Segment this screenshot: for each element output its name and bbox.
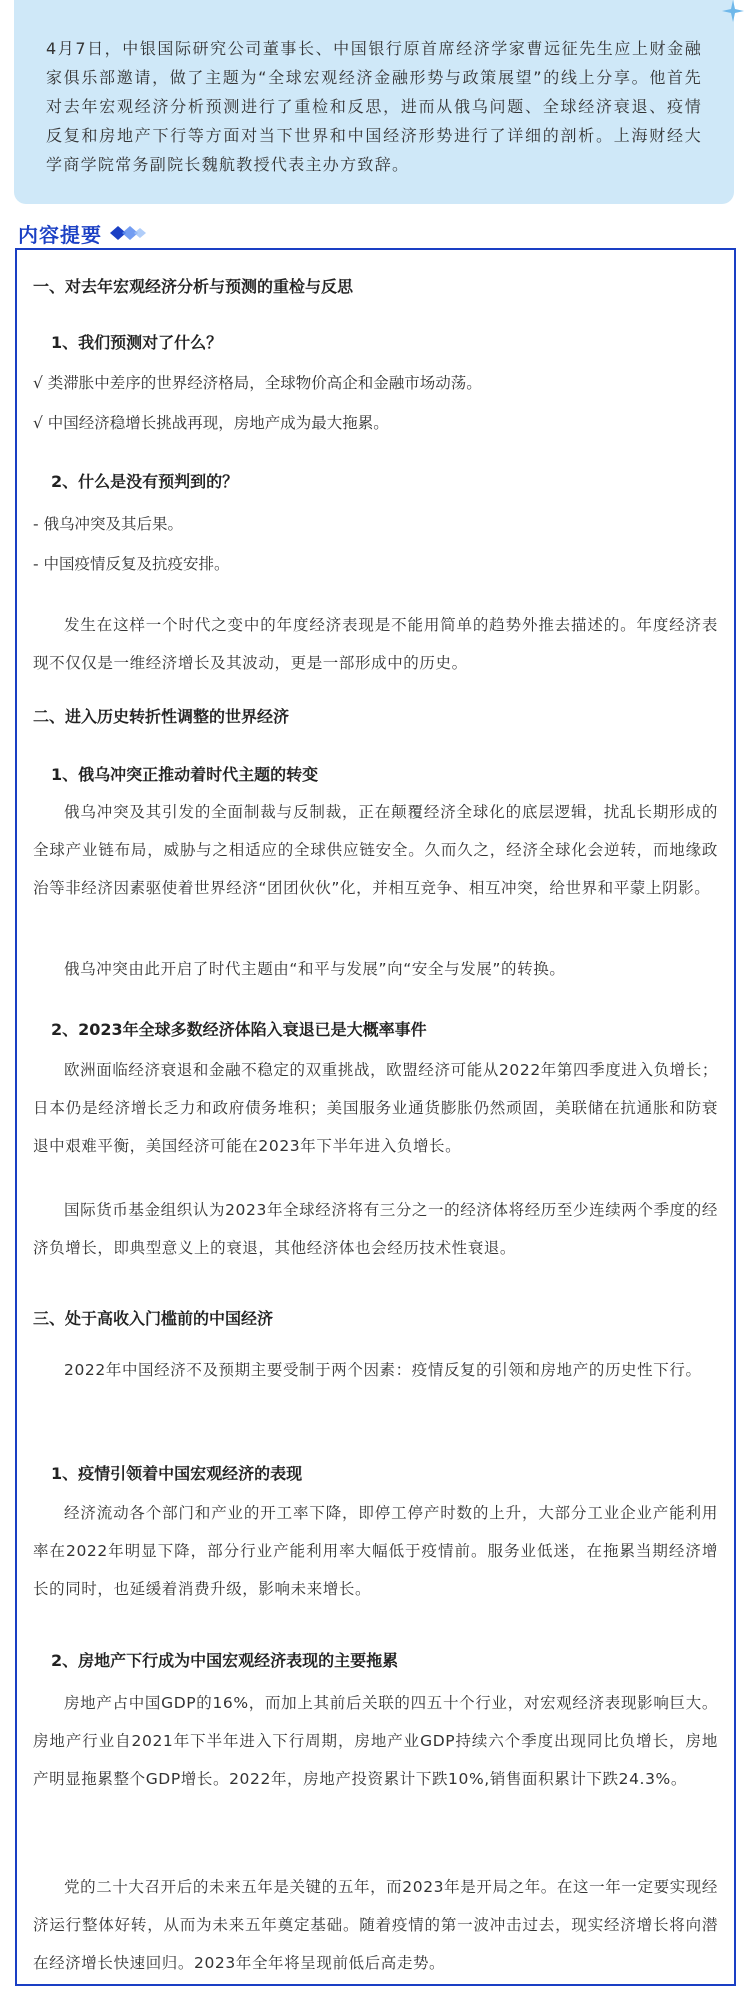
paragraph: 房地产占中国GDP的16%，而加上其前后关联的四五十个行业，对宏观经济表现影响巨大。房地产行业自2021年下半年进入下行周期，房地产业GDP持续六个季度出现同比负增长，房地产明显拖累整个GDP增长。2022年，房地产投资累计下跌10%,销售面积累计下跌24.3%。	[33, 1694, 718, 1788]
list-item: √ 类滞胀中差序的世界经济格局，全球物价高企和金融市场动荡。	[33, 374, 482, 392]
intro-panel	[14, 0, 734, 204]
subheading-2-2: 2、2023年全球多数经济体陷入衰退已是大概率事件	[51, 1020, 427, 1039]
list-item: - 俄乌冲突及其后果。	[33, 515, 184, 533]
subheading-3-2: 2、房地产下行成为中国宏观经济表现的主要拖累	[51, 1651, 399, 1670]
list-item: - 中国疫情反复及抗疫安排。	[33, 555, 230, 573]
subheading-2-1: 1、俄乌冲突正推动着时代主题的转变	[51, 765, 319, 784]
paragraph: 2022年中国经济不及预期主要受制于两个因素：疫情反复的引领和房地产的历史性下行。	[64, 1361, 702, 1379]
heading-3: 三、处于高收入门槛前的中国经济	[33, 1309, 274, 1328]
content-box	[15, 248, 736, 1986]
list-item: √ 中国经济稳增长挑战再现，房地产成为最大拖累。	[33, 414, 389, 432]
paragraph: 国际货币基金组织认为2023年全球经济将有三分之一的经济体将经历至少连续两个季度的经济负增长，即典型意义上的衰退，其他经济体也会经历技术性衰退。	[33, 1201, 718, 1257]
star-icon	[722, 0, 744, 22]
paragraph: 俄乌冲突及其引发的全面制裁与反制裁，正在颠覆经济全球化的底层逻辑，扰乱长期形成的全球产业链布局，威胁与之相适应的全球供应链安全。久而久之，经济全球化会逆转，而地缘政治等非经济因素驱使着世界经济“团团伙伙”化，并相互竞争、相互冲突，给世界和平蒙上阴影。	[33, 803, 718, 897]
subheading-3-1: 1、疫情引领着中国宏观经济的表现	[51, 1464, 303, 1483]
subheading-1-2: 2、什么是没有预判到的？	[51, 472, 239, 491]
section-header	[18, 218, 148, 248]
intro-text: 4月7日，中银国际研究公司董事长、中国银行原首席经济学家曹远征先生应上财金融家俱乐部邀请，做了主题为“全球宏观经济金融形势与政策展望”的线上分享。他首先对去年宏观经济分析预测进行了重检和反思，进而从俄乌问题、全球经济衰退、疫情反复和房地产下行等方面对当下世界和中国经济形势进行了详细的剖析。上海财经大学商学院常务副院长魏航教授代表主办方致辞。	[46, 39, 702, 174]
heading-2: 二、进入历史转折性调整的世界经济	[33, 707, 290, 726]
paragraph: 俄乌冲突由此开启了时代主题由“和平与发展”向“安全与发展”的转换。	[64, 960, 566, 978]
paragraph: 经济流动各个部门和产业的开工率下降，即停工停产时数的上升，大部分工业企业产能利用率在2022年明显下降，部分行业产能利用率大幅低于疫情前。服务业低迷，在拖累当期经济增长的同时，也延缓着消费升级，影响未来增长。	[33, 1504, 718, 1598]
paragraph: 欧洲面临经济衰退和金融不稳定的双重挑战，欧盟经济可能从2022年第四季度进入负增长；日本仍是经济增长乏力和政府债务堆积；美国服务业通货膨胀仍然顽固，美联储在抗通胀和防衰退中艰难平衡，美国经济可能在2023年下半年进入负增长。	[33, 1061, 718, 1155]
double-diamond-icon	[108, 225, 148, 241]
heading-1: 一、对去年宏观经济分析与预测的重检与反思	[33, 277, 354, 296]
paragraph: 党的二十大召开后的未来五年是关键的五年，而2023年是开局之年。在这一年一定要实现经济运行整体好转，从而为未来五年奠定基础。随着疫情的第一波冲击过去，现实经济增长将向潜在经济增长快速回归。2023年全年将呈现前低后高走势。	[33, 1878, 718, 1972]
subheading-1-1: 1、我们预测对了什么？	[51, 333, 223, 352]
section-title: 内容提要	[18, 222, 102, 247]
paragraph: 发生在这样一个时代之变中的年度经济表现是不能用简单的趋势外推去描述的。年度经济表现不仅仅是一维经济增长及其波动，更是一部形成中的历史。	[33, 616, 718, 672]
